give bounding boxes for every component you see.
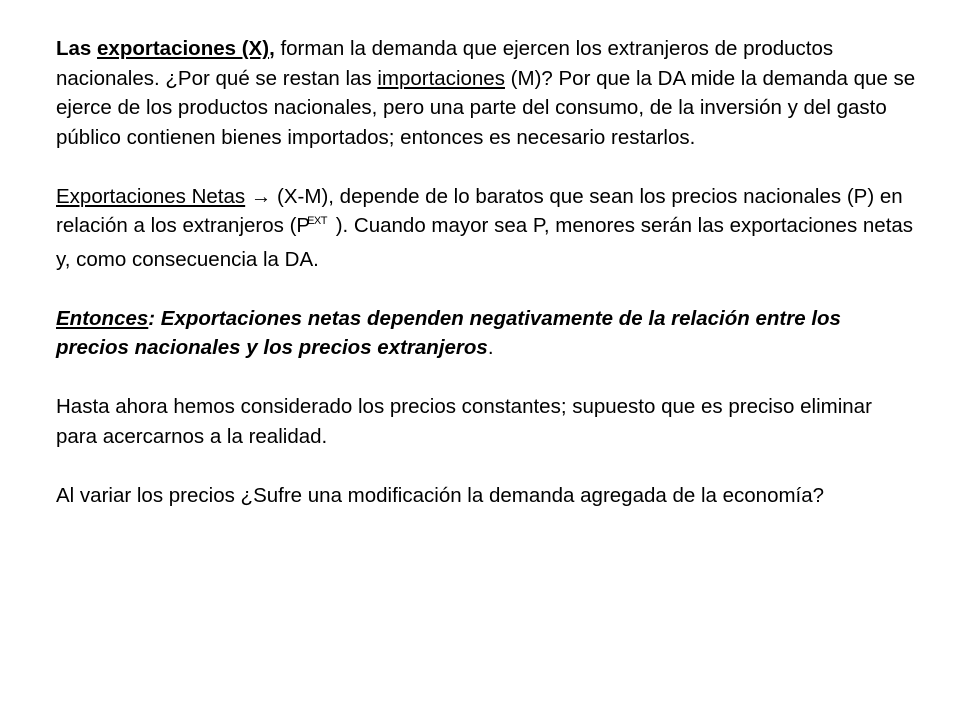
superscript-ext: EXT	[307, 215, 327, 227]
p1-text-b: (M)? Por que la DA mide la demanda que se ejerce de los productos nacionales, pero una parte del consumo, de la inversión y del gasto público contienen bienes importados; entonces es necesario restarlos.	[56, 66, 916, 149]
term-exportaciones-x: exportaciones (X)	[97, 37, 270, 60]
p2-text-a: → (X-M), depende de lo baratos que sean los precios nacionales (P) en relación a los extranjeros (P	[56, 184, 903, 237]
p2-text-b: ). Cuando mayor sea P, menores serán las exportaciones netas y, como consecuencia la DA.	[56, 214, 914, 271]
paragraph-exportaciones	[56, 34, 916, 152]
paragraph-pregunta	[56, 481, 916, 511]
p1-text-a: forman la demanda que ejercen los extranjeros de productos nacionales. ¿Por qué se restan las	[56, 37, 834, 90]
paragraph-entonces	[56, 304, 916, 363]
term-exportaciones-netas: Exportaciones Netas	[56, 184, 246, 208]
p1-lead: Las	[56, 37, 98, 60]
p5-text: Al variar los precios ¿Sufre una modificación la demanda agregada de la economía?	[56, 483, 825, 507]
slide-body	[56, 34, 916, 540]
term-entonces: Entonces	[56, 306, 149, 330]
term-importaciones: importaciones	[377, 66, 505, 90]
p4-text: Hasta ahora hemos considerado los precios constantes; supuesto que es preciso eliminar para acercarnos a la realidad.	[56, 395, 872, 448]
p3-text: : Exportaciones netas dependen negativamente de la relación entre los precios nacionales y los precios extranjeros	[56, 306, 841, 359]
paragraph-precios-constantes	[56, 392, 916, 451]
p1-comma: ,	[269, 37, 275, 60]
paragraph-exportaciones-netas	[56, 182, 916, 275]
p3-end: .	[487, 336, 494, 359]
